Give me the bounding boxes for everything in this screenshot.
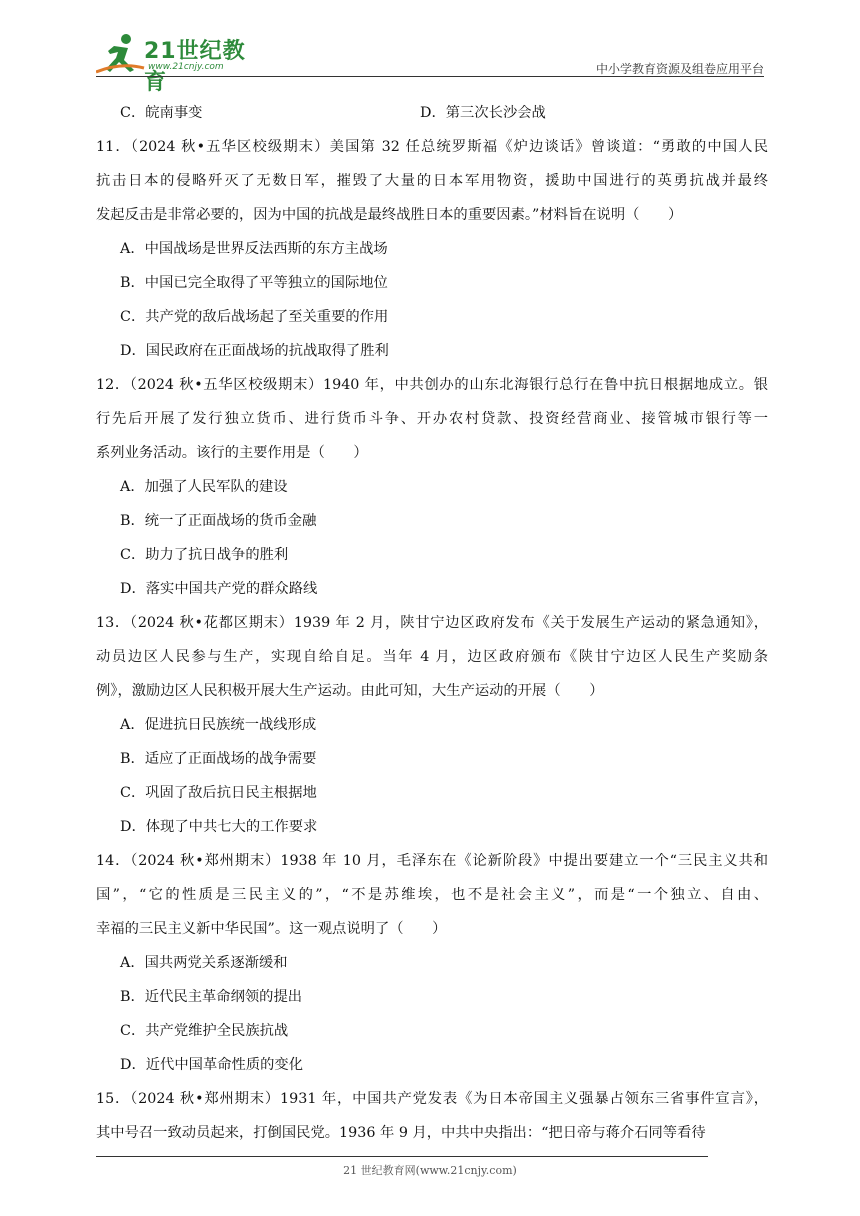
- logo-text: 21世纪教育: [144, 39, 246, 95]
- answer-option: C．巩固了敌后抗日民主根据地: [120, 785, 317, 801]
- answer-option: A．中国战场是世界反法西斯的东方主战场: [120, 241, 388, 257]
- question-stem-line: 行先后开展了发行独立货币、进行货币斗争、开办农村贷款、投资经营商业、接管城市银行等一: [96, 411, 768, 427]
- answer-option: B．近代民主革命纲领的提出: [120, 989, 303, 1005]
- question-stem-line: 例》，激励边区人民积极开展大生产运动。由此可知，大生产运动的开展（ ）: [96, 683, 604, 699]
- answer-option: A．促进抗日民族统一战线形成: [120, 717, 317, 733]
- question-stem-line: 系列业务活动。该行的主要作用是（ ）: [96, 445, 368, 461]
- answer-option: A．加强了人民军队的建设: [120, 479, 288, 495]
- answer-option: B．统一了正面战场的货币金融: [120, 513, 317, 529]
- question-block: [96, 606, 768, 844]
- question-stem-line: 发起反击是非常必要的，因为中国的抗战是最终战胜日本的重要因素。”材料旨在说明（ ）: [96, 207, 683, 223]
- question-block: [96, 1082, 768, 1150]
- answer-option: D．落实中国共产党的群众路线: [120, 581, 318, 597]
- option-c: C．皖南事变: [120, 105, 203, 121]
- footer-divider: [96, 1156, 708, 1157]
- page-footer: 21 世纪教育网(www.21cnjy.com): [343, 1164, 517, 1177]
- answer-option: D．体现了中共七大的工作要求: [120, 819, 318, 835]
- question-stem-line: 其中号召一致动员起来，打倒国民党。1936 年 9 月，中共中央指出：“把日帝与蒋介石同等看待: [96, 1125, 706, 1141]
- site-logo: [96, 30, 266, 95]
- answer-option: A．国共两党关系逐渐缓和: [120, 955, 288, 971]
- question-stem-first-line: 15．（2024 秋•郑州期末）1931 年，中国共产党发表《为日本帝国主义强暴占领东三省事件宣言》，: [96, 1091, 768, 1107]
- question-stem-line: 幸福的三民主义新中华民国”。这一观点说明了（ ）: [96, 921, 447, 937]
- question-stem-first-line: 11．（2024 秋•五华区校级期末）美国第 32 任总统罗斯福《炉边谈话》曾谈道：“勇敢的中国人民: [96, 139, 768, 155]
- platform-tagline: 中小学教育资源及组卷应用平台: [595, 62, 764, 76]
- answer-option: B．适应了正面战场的战争需要: [120, 751, 317, 767]
- question-stem-first-line: 13．（2024 秋•花都区期末）1939 年 2 月，陕甘宁边区政府发布《关于发展生产运动的紧急通知》，: [96, 615, 768, 631]
- page-header: [96, 30, 764, 95]
- question-block: [96, 368, 768, 606]
- question-block: [96, 844, 768, 1082]
- answer-option: D．国民政府在正面战场的抗战取得了胜利: [120, 343, 389, 359]
- logo-url: www.21cnjy.com: [148, 62, 224, 72]
- question-content: [96, 96, 768, 1150]
- option-d: D．第三次长沙会战: [420, 105, 546, 121]
- answer-option: D．近代中国革命性质的变化: [120, 1057, 304, 1073]
- answer-option: C．共产党的敌后战场起了至关重要的作用: [120, 309, 389, 325]
- question-stem-line: 动员边区人民参与生产，实现自给自足。当年 4 月，边区政府颁布《陕甘宁边区人民生产奖励条: [96, 649, 768, 665]
- question-stem-first-line: 12．（2024 秋•五华区校级期末）1940 年，中共创办的山东北海银行总行在鲁中抗日根据地成立。银: [96, 377, 768, 393]
- answer-option: B．中国已完全取得了平等独立的国际地位: [120, 275, 388, 291]
- question-block: [96, 130, 768, 368]
- answer-option: C．共产党维护全民族抗战: [120, 1023, 289, 1039]
- answer-option: C．助力了抗日战争的胜利: [120, 547, 289, 563]
- header-divider: [96, 76, 764, 77]
- question-stem-line: 抗击日本的侵略歼灭了无数日军，摧毁了大量的日本军用物资，援助中国进行的英勇抗战并最终: [96, 173, 768, 189]
- runner-logo-icon: [96, 32, 146, 76]
- q10-options-tail: [96, 96, 768, 130]
- question-stem-first-line: 14．（2024 秋•郑州期末）1938 年 10 月，毛泽东在《论新阶段》中提出要建立一个“三民主义共和: [96, 853, 768, 869]
- question-list: [96, 130, 768, 1150]
- question-stem-line: 国”，“它的性质是三民主义的”，“不是苏维埃，也不是社会主义”，而是“一个独立、自由、: [96, 887, 768, 903]
